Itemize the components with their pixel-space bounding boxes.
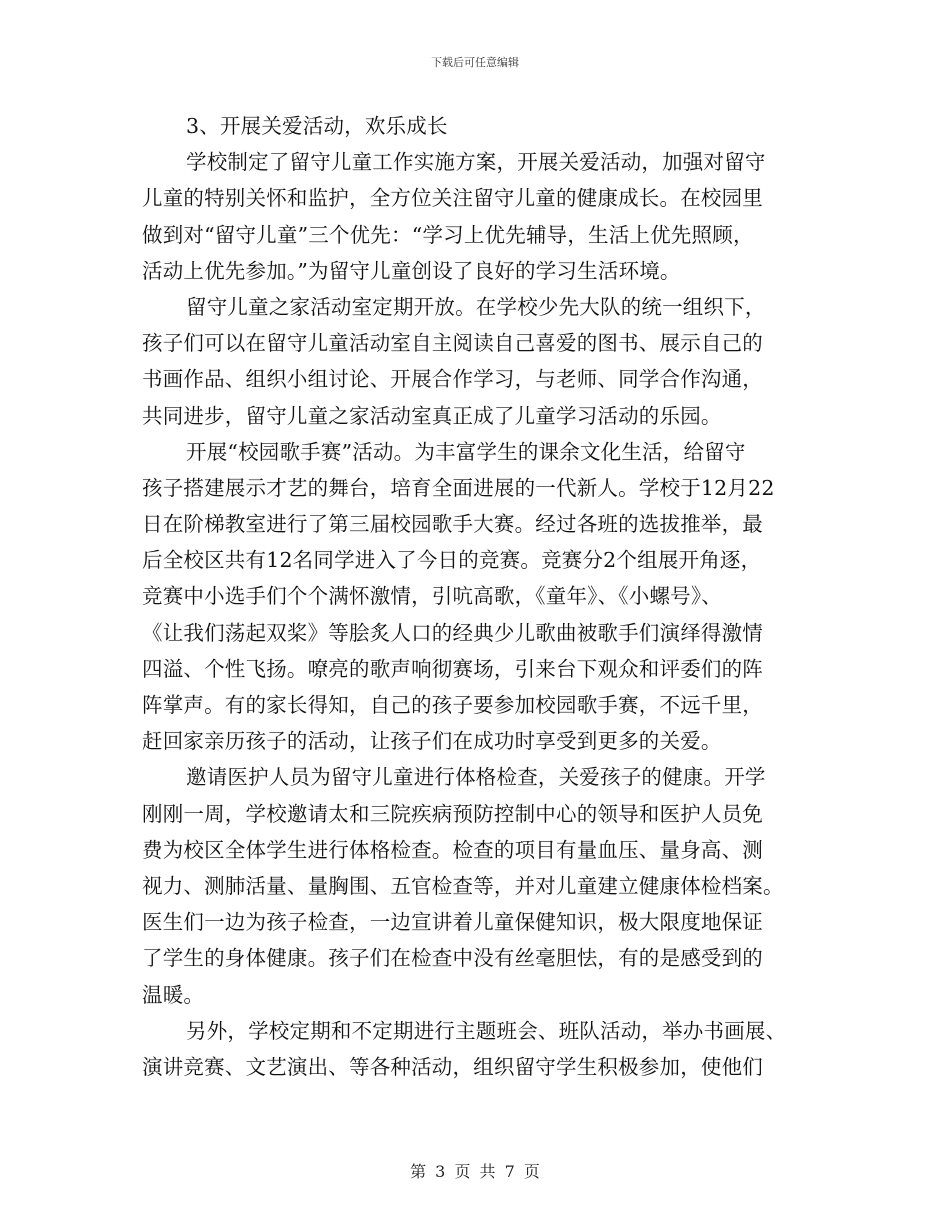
- paragraph-line: 邀请医护人员为留守儿童进行体格检查，关爱孩子的健康。开学: [186, 765, 766, 790]
- paragraph-line: 演讲竞赛、文艺演出、等各种活动，组织留守学生积极参加，使他们: [142, 1054, 763, 1079]
- section-heading: 3、开展关爱活动，欢乐成长: [186, 114, 448, 138]
- paragraph-line: 日在阶梯教室进行了第三届校园歌手大赛。经过各班的选拔推举，最: [142, 512, 763, 537]
- paragraph-line: 后全校区共有12名同学进入了今日的竞赛。竞赛分2个组展开角逐，: [142, 548, 762, 573]
- paragraph-line: 阵掌声。有的家长得知，自己的孩子要参加校园歌手赛，不远千里，: [142, 693, 763, 717]
- header-note: 下载后可任意编辑: [431, 56, 519, 69]
- paragraph-line: 医生们一边为孩子检查，一边宣讲着儿童保健知识，极大限度地保证: [142, 910, 763, 935]
- paragraph-line: 另外，学校定期和不定期进行主题班会、班队活动，举办书画展、: [186, 1018, 787, 1043]
- paragraph-line: 赶回家亲历孩子的活动，让孩子们在成功时享受到更多的关爱。: [142, 729, 722, 754]
- page-number-footer: 第 3 页 共 7 页: [410, 1162, 540, 1181]
- paragraph-line: 开展“校园歌手赛”活动。为丰富学生的课余文化生活，给留守: [186, 439, 746, 464]
- paragraph-line: 活动上优先参加。”为留守儿童创设了良好的学习生活环境。: [142, 258, 681, 283]
- document-body: [142, 108, 806, 1085]
- paragraph-line: 做到对“留守儿童”三个优先：“学习上优先辅导，生活上优先照顾，: [142, 222, 754, 247]
- paragraph-line: 刚刚一周，学校邀请太和三院疾病预防控制中心的领导和医护人员免: [142, 801, 763, 826]
- paragraph-line: 共同进步，留守儿童之家活动室真正成了儿童学习活动的乐园。: [142, 403, 722, 428]
- paragraph-line: 竞赛中小选手们个个满怀激情，引吭高歌，《童年》、《小螺号》、: [142, 584, 722, 609]
- paragraph-line: 了学生的身体健康。孩子们在检查中没有丝毫胆怯，有的是感受到的: [142, 946, 763, 971]
- paragraph-line: 书画作品、组织小组讨论、开展合作学习，与老师、同学合作沟通，: [142, 367, 763, 392]
- paragraph-line: 学校制定了留守儿童工作实施方案，开展关爱活动，加强对留守: [186, 150, 766, 175]
- paragraph-line: 孩子搭建展示才艺的舞台，培育全面进展的一代新人。学校于12月22: [142, 475, 775, 500]
- paragraph-line: 视力、测肺活量、量胸围、五官检查等，并对儿童建立健康体检档案。: [142, 873, 784, 898]
- paragraph-line: 四溢、个性飞扬。嘹亮的歌声响彻赛场，引来台下观众和评委们的阵: [142, 656, 763, 681]
- paragraph-line: 温暖。: [142, 982, 205, 1007]
- paragraph-line: 《让我们荡起双桨》等脍炙人口的经典少儿歌曲被歌手们演绎得激情: [142, 620, 763, 645]
- paragraph-line: 留守儿童之家活动室定期开放。在学校少先大队的统一组织下，: [186, 294, 766, 319]
- paragraph-line: 儿童的特别关怀和监护，全方位关注留守儿童的健康成长。在校园里: [142, 186, 763, 211]
- paragraph-line: 孩子们可以在留守儿童活动室自主阅读自己喜爱的图书、展示自己的: [142, 331, 763, 356]
- paragraph-line: 费为校区全体学生进行体格检查。检查的项目有量血压、量身高、测: [142, 837, 763, 862]
